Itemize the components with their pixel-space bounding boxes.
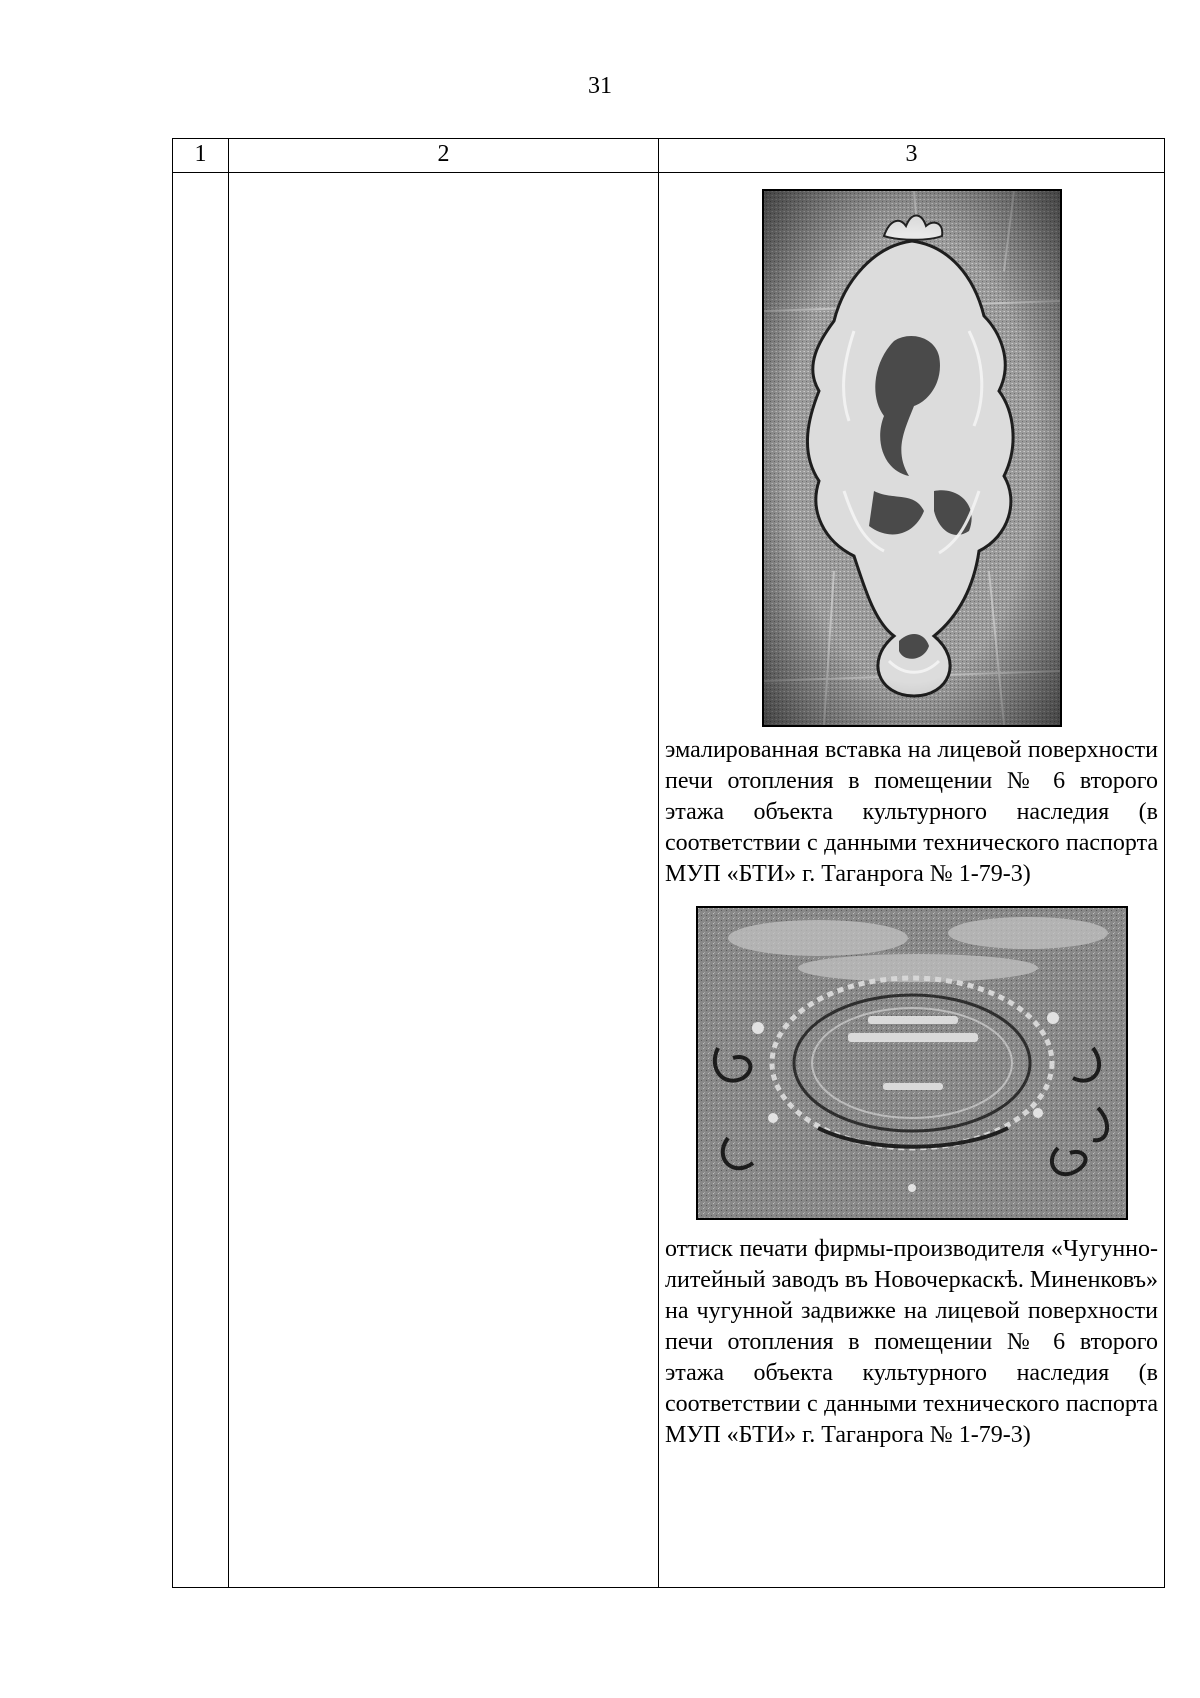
column-header-2: 2	[229, 139, 659, 173]
table-header-row	[173, 139, 1165, 173]
photo-caption-stamp: оттиск печати фирмы-производителя «Чугунно-литейный заводъ въ Новочеркаскѣ. Миненковъ» на чугунной задвижке на лицевой поверхности печи отопления в помещении № 6 второго этажа объекта культурного наследия (в соответствии с данными технического паспорта МУП «БТИ» г. Таганрога № 1-79-3)	[665, 1236, 1158, 1448]
column-header-1: 1	[173, 139, 229, 173]
photo-stamp-wrap	[665, 906, 1158, 1220]
photo-enamel-insert-wrap	[665, 189, 1158, 727]
table-row	[173, 173, 1165, 1588]
table-cell-col1	[173, 173, 229, 1588]
table-cell-col2	[229, 173, 659, 1588]
table-cell-col3	[659, 173, 1165, 1588]
page-number: 31	[588, 73, 612, 99]
ornate-enamel-insert-photo-icon	[762, 189, 1062, 727]
heritage-object-table	[172, 138, 1165, 1588]
photo-caption-enamel-insert: эмалированная вставка на лицевой поверхности печи отопления в помещении № 6 второго этажа объекта культурного наследия (в соответствии с данными технического паспорта МУП «БТИ» г. Таганрога № 1-79-3)	[665, 737, 1158, 887]
column-header-3: 3	[659, 139, 1165, 173]
cast-iron-stamp-photo-icon	[696, 906, 1128, 1220]
